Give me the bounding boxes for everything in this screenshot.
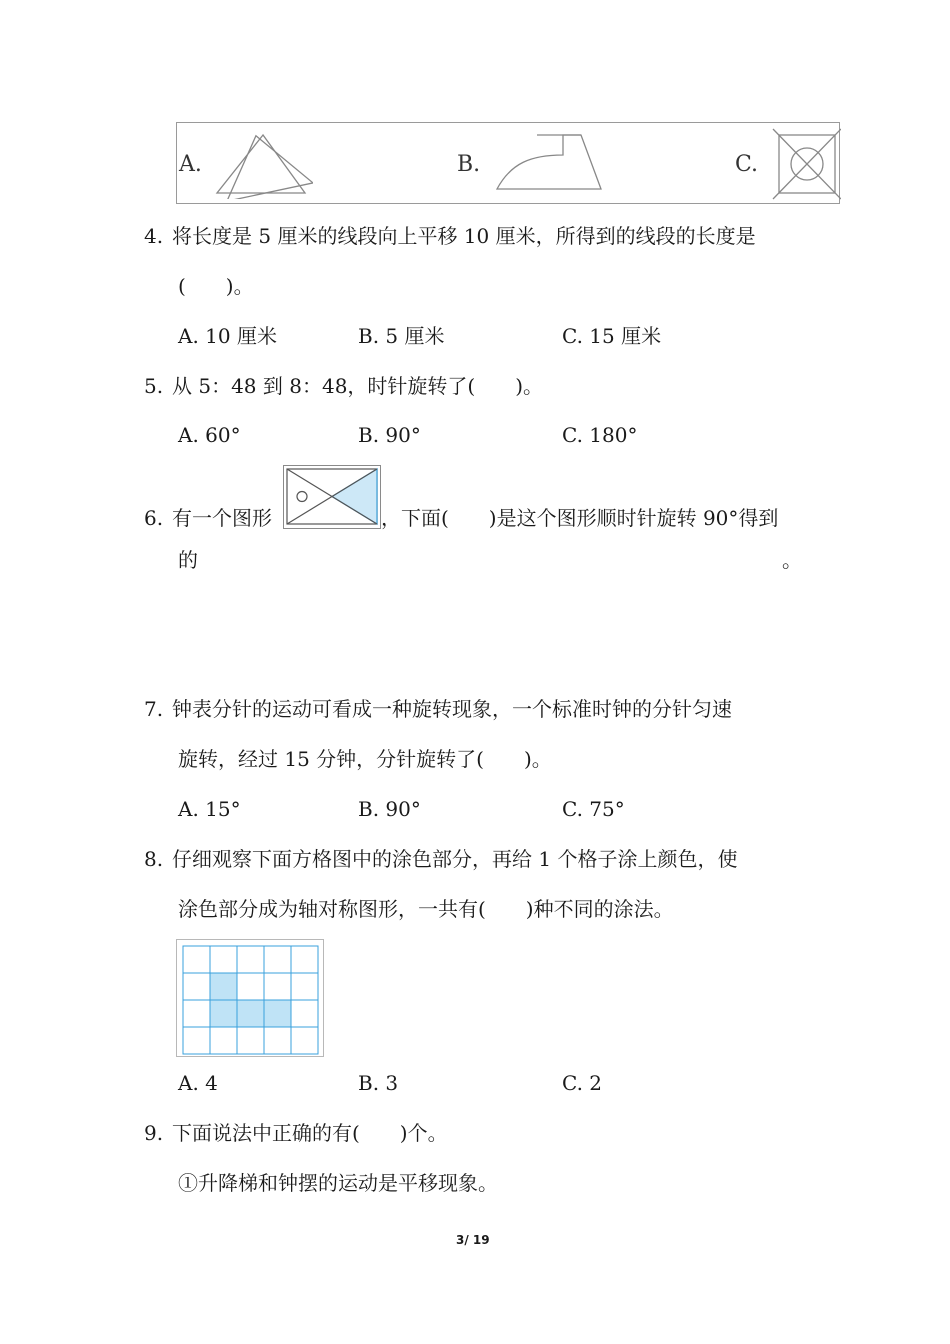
q8-option-b[interactable]: B. 3: [358, 1071, 399, 1095]
q7-option-c[interactable]: C. 75°: [562, 797, 625, 821]
q3-option-c-figure: [771, 127, 841, 201]
q6-stem-line2: 的: [178, 548, 198, 572]
grid-cell: [264, 1027, 291, 1054]
q8-number: 8.: [144, 847, 164, 871]
q7-option-b[interactable]: B. 90°: [358, 797, 421, 821]
q6-number: 6.: [144, 506, 164, 530]
q9-item-1: ①升降梯和钟摆的运动是平移现象。: [178, 1171, 498, 1195]
grid-cell-shaded: [237, 1000, 264, 1027]
grid-cell: [291, 1027, 318, 1054]
q8-stem-line1: 仔细观察下面方格图中的涂色部分，再给 1 个格子涂上颜色，使: [172, 847, 738, 871]
grid-cell: [237, 1027, 264, 1054]
grid-cell: [210, 946, 237, 973]
q8-stem-line2: 涂色部分成为轴对称图形，一共有( )种不同的涂法。: [178, 897, 674, 921]
grid-cell: [237, 973, 264, 1000]
grid-cell: [264, 973, 291, 1000]
q8-option-a[interactable]: A. 4: [178, 1071, 218, 1095]
page-number: 3/ 19: [456, 1233, 490, 1247]
q8-option-c[interactable]: C. 2: [562, 1071, 603, 1095]
q4-stem-line1: 将长度是 5 厘米的线段向上平移 10 厘米，所得到的线段的长度是: [172, 224, 756, 248]
q4-option-c[interactable]: C. 15 厘米: [562, 324, 662, 348]
q7-stem-line2: 旋转，经过 15 分钟，分针旋转了( )。: [178, 747, 552, 771]
q6-shape-figure: [283, 465, 381, 529]
q8-grid-figure: [176, 939, 324, 1057]
q5-number: 5.: [144, 374, 164, 398]
q7-number: 7.: [144, 697, 164, 721]
q5-option-c[interactable]: C. 180°: [562, 423, 638, 447]
q8-grid: [177, 940, 323, 1056]
grid-cell-shaded: [210, 973, 237, 1000]
q3-option-b-label: B.: [457, 152, 481, 177]
q5-option-a[interactable]: A. 60°: [178, 423, 241, 447]
grid-cell-shaded: [264, 1000, 291, 1027]
q4-option-b[interactable]: B. 5 厘米: [358, 324, 445, 348]
grid-cell: [183, 973, 210, 1000]
q7-option-a[interactable]: A. 15°: [178, 797, 241, 821]
q4-option-a[interactable]: A. 10 厘米: [178, 324, 277, 348]
q3-option-c-label: C.: [735, 152, 759, 177]
q5-stem: 从 5：48 到 8：48，时针旋转了( )。: [172, 374, 544, 398]
q3-option-a-label: A.: [179, 152, 202, 177]
q3-option-b-figure: [493, 127, 603, 197]
q7-stem-line1: 钟表分针的运动可看成一种旋转现象，一个标准时钟的分针匀速: [172, 697, 732, 721]
q4-number: 4.: [144, 224, 164, 248]
grid-cell: [291, 946, 318, 973]
grid-cell: [183, 1027, 210, 1054]
grid-cell: [264, 946, 291, 973]
grid-cell: [183, 946, 210, 973]
q6-stem-suffix: ，下面( )是这个图形顺时针旋转 90°得到: [381, 506, 779, 530]
grid-cell: [183, 1000, 210, 1027]
grid-cell-shaded: [210, 1000, 237, 1027]
q6-stem-prefix: 有一个图形: [172, 506, 272, 530]
q3-options-figure: [176, 122, 840, 204]
q5-option-b[interactable]: B. 90°: [358, 423, 421, 447]
grid-cell: [291, 1000, 318, 1027]
grid-cell: [237, 946, 264, 973]
q4-stem-line2: ( )。: [178, 274, 254, 298]
q9-number: 9.: [144, 1121, 164, 1145]
q3-option-a-figure: [213, 129, 313, 199]
q9-stem: 下面说法中正确的有( )个。: [172, 1121, 448, 1145]
grid-cell: [291, 973, 318, 1000]
grid-cell: [210, 1027, 237, 1054]
q6-end-mark: 。: [782, 548, 802, 572]
